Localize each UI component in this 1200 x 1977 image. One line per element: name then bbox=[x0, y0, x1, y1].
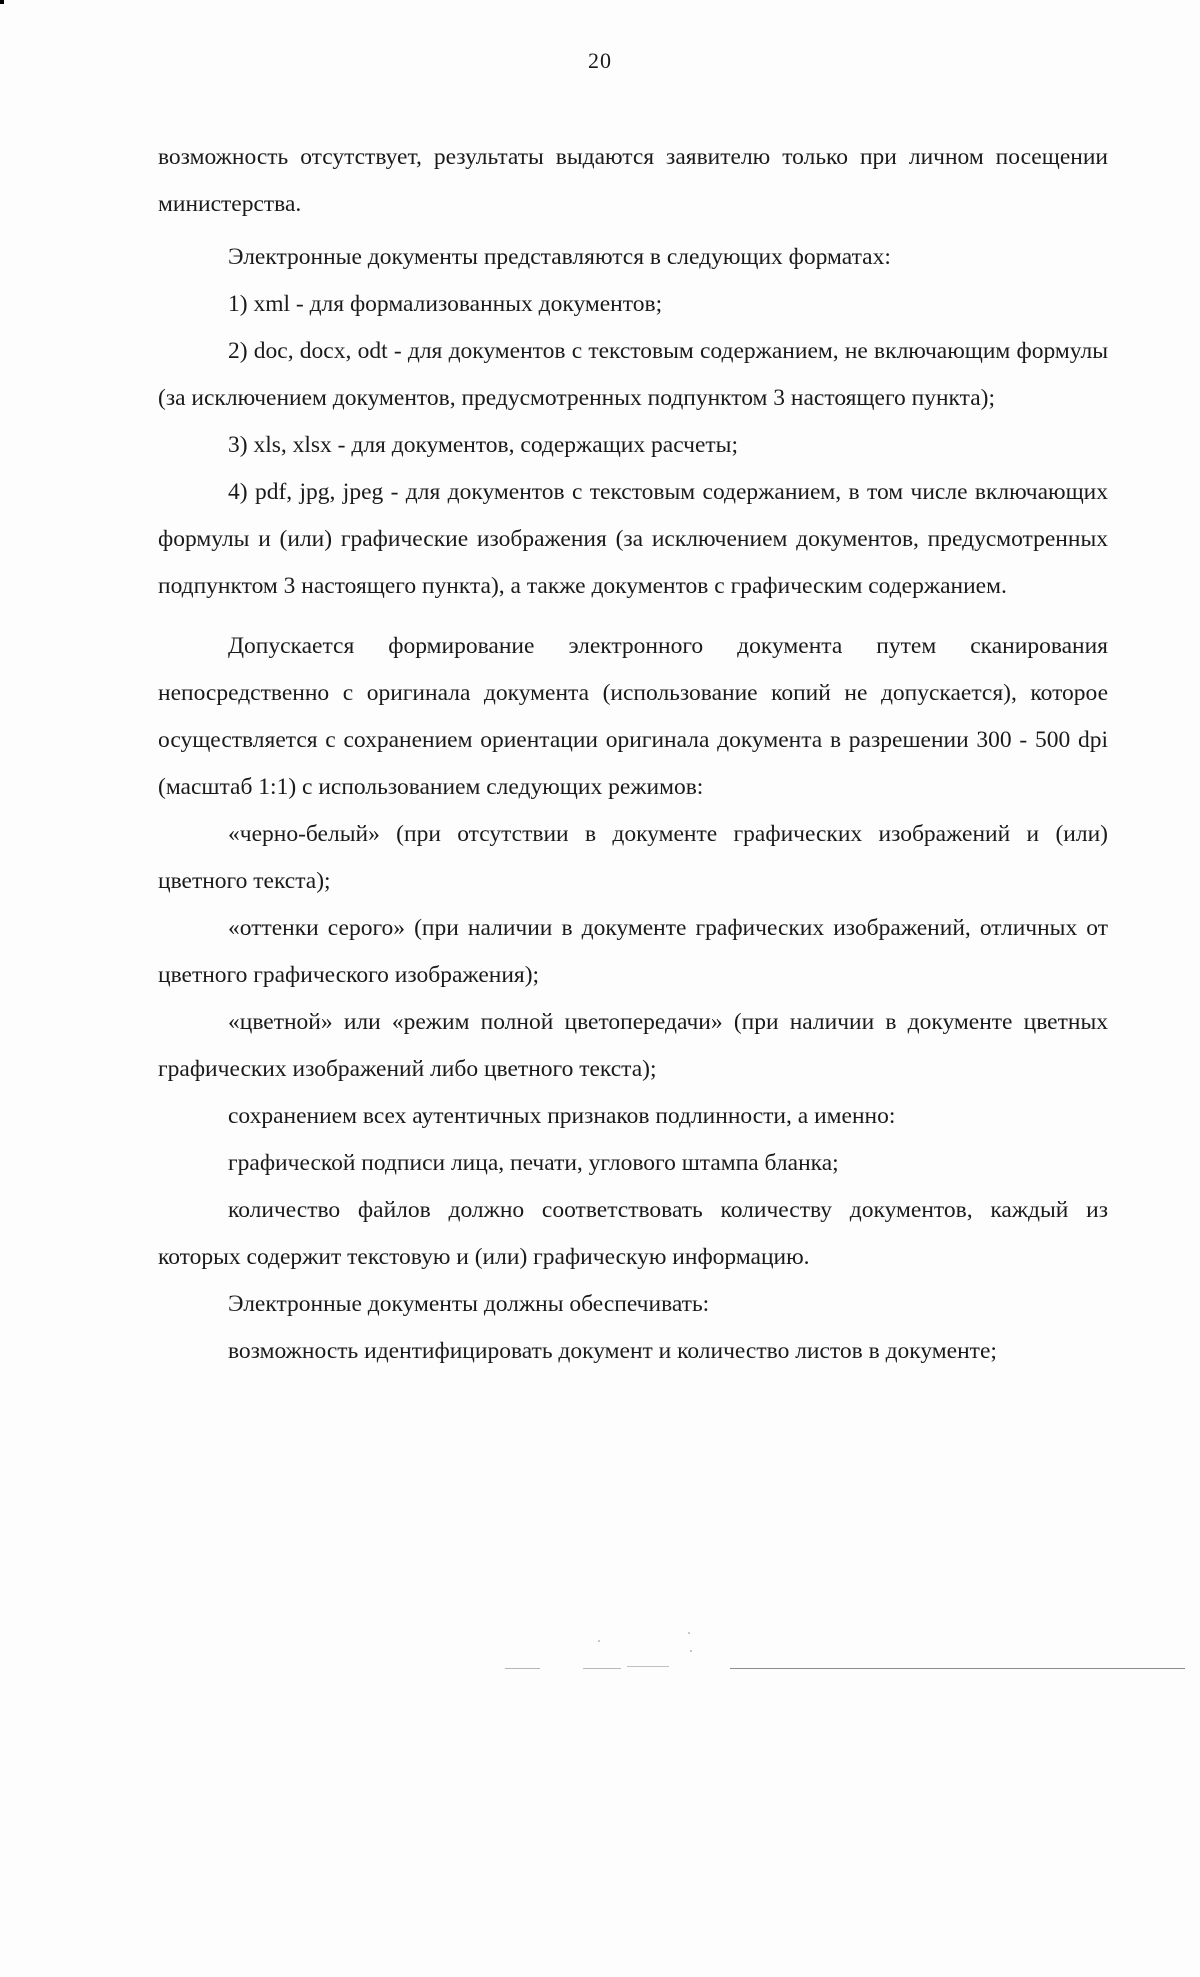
scan-artifact-line bbox=[730, 1668, 1185, 1669]
scan-artifact-dot bbox=[688, 1632, 690, 1634]
scan-artifact-dot bbox=[598, 1640, 600, 1642]
list-item-xls: 3) xls, xlsx - для документов, содержащих расчеты; bbox=[228, 432, 738, 458]
mode-color: «цветной» или «режим полной цветопередачи» (при наличии в документе цветных графических изображений либо цветного текста); bbox=[158, 1009, 1108, 1082]
document-body bbox=[158, 134, 1108, 1375]
paragraph-file-count: количество файлов должно соответствовать количеству документов, каждый из которых содержит текстовую и (или) графическую информацию. bbox=[158, 1197, 1108, 1270]
list-item-doc: 2) doc, docx, odt - для документов с текстовым содержанием, не включающим формулы (за исключением документов, предусмотренных подпунктом 3 настоящего пункта); bbox=[158, 338, 1108, 411]
scan-artifact-dot bbox=[690, 1650, 692, 1652]
paragraph-authenticity: сохранением всех аутентичных признаков подлинности, а именно: bbox=[228, 1103, 896, 1129]
paragraph-scanning: Допускается формирование электронного документа путем сканирования непосредственно с оригинала документа (использование копий не допускается), которое осуществляется с сохранением ориентации оригинала документа в разрешении 300 - 500 dpi (масштаб 1:1) с использованием следующих режимов: bbox=[158, 633, 1108, 800]
paragraph-formats-intro: Электронные документы представляются в следующих форматах: bbox=[228, 244, 891, 270]
scan-artifact-line bbox=[505, 1668, 540, 1669]
paragraph-requirements-intro: Электронные документы должны обеспечивать: bbox=[228, 1291, 710, 1317]
paragraph-continuation: возможность отсутствует, результаты выдаются заявителю только при личном посещении министерства. bbox=[158, 144, 1108, 217]
mode-black-white: «черно-белый» (при отсутствии в документе графических изображений и (или) цветного текста); bbox=[158, 821, 1108, 894]
scan-artifact-line bbox=[627, 1666, 669, 1667]
paragraph-signature-seal: графической подписи лица, печати, углового штампа бланка; bbox=[228, 1150, 839, 1176]
page-number: 20 bbox=[588, 48, 612, 73]
scan-artifact-line bbox=[583, 1668, 621, 1669]
mode-grayscale: «оттенки серого» (при наличии в документе графических изображений, отличных от цветного графического изображения); bbox=[158, 915, 1108, 988]
requirement-identify-document: возможность идентифицировать документ и количество листов в документе; bbox=[228, 1338, 997, 1364]
scan-corner-mark bbox=[0, 0, 4, 4]
list-item-xml: 1) xml - для формализованных документов; bbox=[228, 291, 663, 317]
list-item-pdf: 4) pdf, jpg, jpeg - для документов с текстовым содержанием, в том числе включающих формулы и (или) графические изображения (за исключением документов, предусмотренных подпунктом 3 настоящего пункта), а также документов с графическим содержанием. bbox=[158, 479, 1108, 599]
